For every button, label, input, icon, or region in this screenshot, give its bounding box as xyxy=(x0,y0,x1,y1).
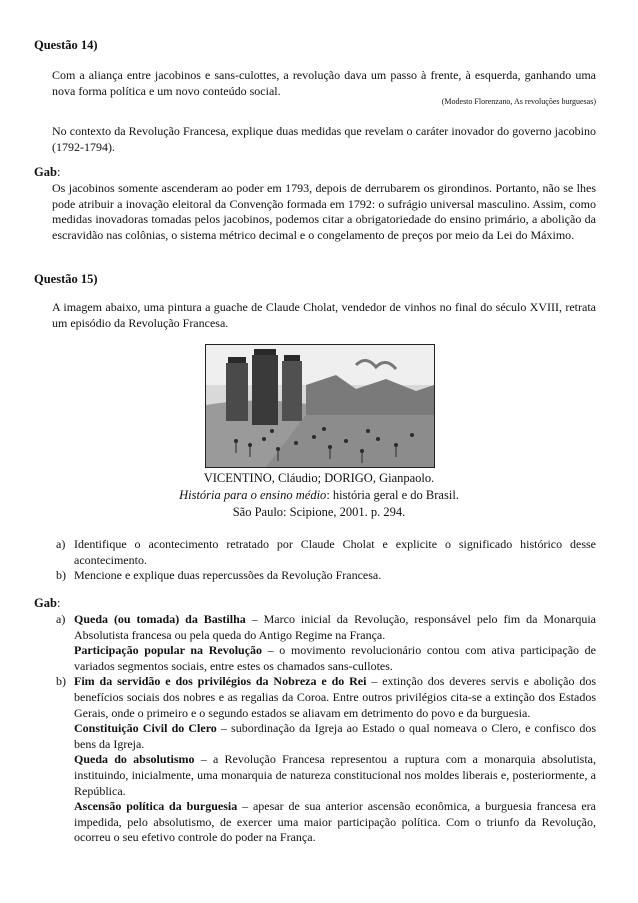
q14-gab-colon: : xyxy=(56,165,61,179)
caption-book-title: História para o ensino médio xyxy=(179,488,327,502)
caption-publisher: São Paulo: Scipione, 2001. p. 294. xyxy=(232,505,406,519)
q15-answer-b-4 xyxy=(74,799,596,846)
answer-b-4-term: Ascensão política da burguesia xyxy=(74,799,238,814)
answer-b-1-text: – extinção dos deveres servis e abolição dos benefícios sociais dos nobres e as regalias da Coroa. Entre outros privilégios cita-se a extinção dos Estados Gerais, onde o primeiro e o segundo estados se aliavam em detrimento do povo e da burguesia. xyxy=(74,674,596,720)
q15-intro-text: A imagem abaixo, uma pintura a guache de Claude Cholat, vendedor de vinhos no final do século XVIII, retrata um episódio da Revolução Francesa. xyxy=(52,300,596,330)
question-14-heading: Questão 14) xyxy=(34,38,98,52)
answer-b-2-term: Constituição Civil do Clero xyxy=(74,721,217,736)
answer-a-1-term: Queda (ou tomada) da Bastilha xyxy=(74,612,246,626)
q15-item-a-text: Identifique o acontecimento retratado por Claude Cholat e explicite o significado histórico desse acontecimento. xyxy=(74,537,596,567)
q15-item-b xyxy=(56,568,596,584)
answer-b-2-text: – subordinação da Igreja ao Estado o qual nomeava o Clero, e confisco dos bens da Igreja. xyxy=(74,721,596,751)
caption-work xyxy=(0,487,638,504)
answer-a-2-text: – o movimento revolucionário contou com ativa participação de variados segmentos sociais, entre estes os chamados sans-cullotes. xyxy=(74,643,596,673)
q14-gab-word: Gab xyxy=(34,165,57,179)
q14-prompt-text: No contexto da Revolução Francesa, explique duas medidas que revelam o caráter inovador do governo jacobino (1792-1794). xyxy=(52,124,596,154)
q15-answer-b-1 xyxy=(74,674,596,721)
answer-a-1-text: – Marco inicial da Revolução, responsável pelo fim da Monarquia Absolutista francesa ou pela queda do Antigo Regime na França. xyxy=(74,612,596,642)
q15-answer-list xyxy=(56,612,596,846)
bastille-painting-image xyxy=(205,344,435,468)
q14-answer xyxy=(52,181,596,243)
q14-prompt xyxy=(52,124,596,155)
q15-intro xyxy=(52,300,596,331)
q15-answer-b-3 xyxy=(74,752,596,799)
q15-item-b-mark: b) xyxy=(56,568,66,583)
q15-answer-b-mark: b) xyxy=(56,674,66,689)
q15-item-a-mark: a) xyxy=(56,537,66,551)
answer-b-4-text: – apesar de sua anterior ascensão econômica, a burguesia francesa era impedida, pelo absolutismo, de exercer uma maior participação política. Com o triunfo da Revolução, ocorreu o seu efetivo controle do poder na França. xyxy=(74,799,596,845)
q14-gab-label xyxy=(34,165,60,181)
q15-question-list xyxy=(56,537,596,584)
answer-b-3-text: – a Revolução Francesa representou a ruptura com a monarquia absolutista, instituindo, inicialmente, uma monarquia de natureza constitucional nos moldes liberais e, posteriormente, a República. xyxy=(74,752,597,798)
q14-quote-text: Com a aliança entre jacobinos e sans-culottes, a revolução dava um passo à frente, à esquerda, ganhando uma nova forma política e um novo conteúdo social. xyxy=(52,68,596,98)
question-15-heading: Questão 15) xyxy=(34,272,98,286)
q15-answer-b xyxy=(56,674,596,846)
q15-answer-a-1 xyxy=(74,612,596,643)
q15-gab-label xyxy=(34,596,60,612)
answer-a-2-term: Participação popular na Revolução xyxy=(74,643,263,658)
figure-caption xyxy=(0,470,638,521)
q14-answer-text: Os jacobinos somente ascenderam ao poder em 1793, depois de derrubarem os girondinos. Portanto, não se lhes pode atribuir a inovação eleitoral da Convenção formada em 1792: o sufrágio universal masculino. Assim, como medidas inovadoras tomadas pelos jacobinos, podemos citar a obrigatoriedade do ensino primário, a abolição da escravidão nas colônias, o sistema métrico decimal e o congelamento de preços por meio da Lei do Máximo. xyxy=(52,181,596,242)
q15-answer-b-2 xyxy=(74,721,596,752)
q15-answer-a-2 xyxy=(74,643,596,674)
q15-gab-word: Gab xyxy=(34,596,57,610)
caption-authors: VICENTINO, Cláudio; DORIGO, Gianpaolo. xyxy=(203,471,435,485)
q15-answer-a-mark: a) xyxy=(56,612,66,626)
q15-item-b-text: Mencione e explique duas repercussões da Revolução Francesa. xyxy=(74,568,382,583)
answer-b-3-term: Queda do absolutismo xyxy=(74,752,195,767)
q15-answer-a xyxy=(56,612,596,674)
caption-book-subtitle: : história geral e do Brasil. xyxy=(326,488,459,502)
bastille-painting-illustration xyxy=(206,345,434,467)
q14-quote-source: (Modesto Florenzano, As revoluções burguesas) xyxy=(441,97,596,106)
q15-item-a xyxy=(56,537,596,568)
q15-gab-colon: : xyxy=(56,596,61,610)
q14-quote xyxy=(52,68,596,99)
answer-b-1-term: Fim da servidão e dos privilégios da Nobreza e do Rei xyxy=(74,674,367,689)
